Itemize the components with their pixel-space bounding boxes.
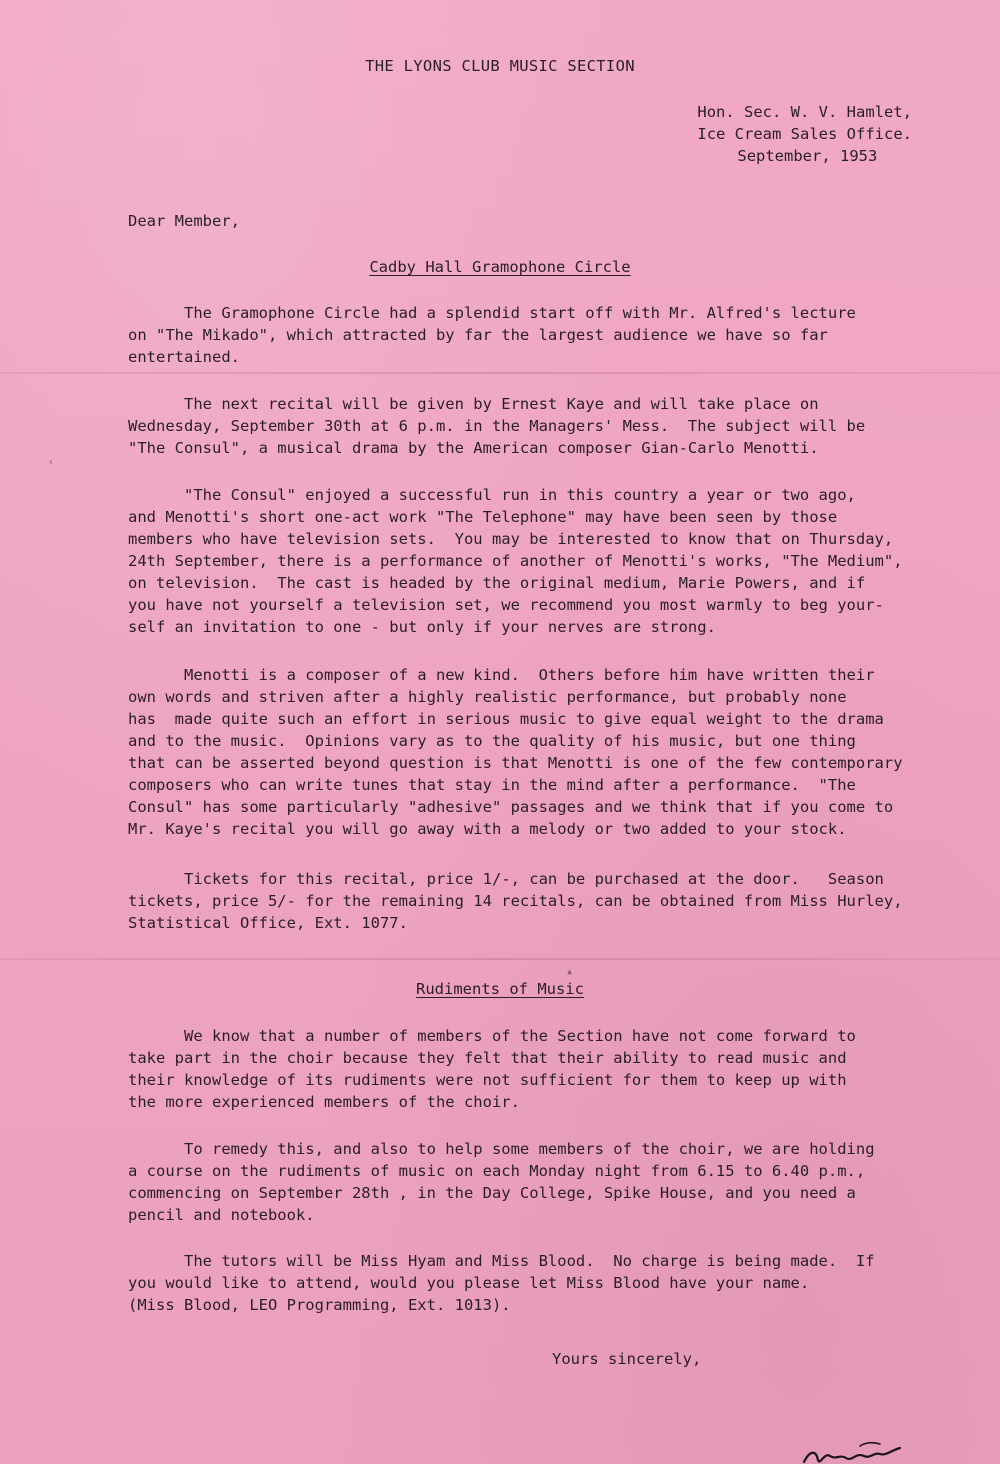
paper-fold [0,372,1000,374]
section-heading [0,978,1000,1000]
paragraph: Menotti is a composer of a new kind. Others before him have written their own words and striven after a highly realistic performance, but probably none has made quite such an effort in serious music to give equal weight to the drama and to the music. Opinions vary as to the quality of his music, but one thing that can be asserted beyond question is that Menotti is one of the few contemporary composers who can write tunes that stay in the mind after a performance. "The Consul" has some particularly "adhesive" passages and we think that if you come to Mr. Kaye's recital you will go away with a melody or two added to your stock. [128,666,903,838]
sender-block [697,101,912,167]
paragraph: "The Consul" enjoyed a successful run in this country a year or two ago, and Menotti's short one-act work "The Telephone" may have been seen by those members who have television sets. You may be interested to know that on Thursday, 24th September, there is a performance of another of Menotti's works, "The Medium", on television. The cast is headed by the original medium, Marie Powers, and if you have not yourself a television set, we recommend you most warmly to beg your- self an invitation to one - but only if your nerves are strong. [128,486,903,636]
letter-date: September, 1953 [737,147,878,165]
sender-name: Hon. Sec. W. V. Hamlet, [697,103,912,121]
rudiments-heading: Rudiments of Music [416,980,584,998]
ink-speck: ‹ [48,457,55,468]
signature-image [800,1432,920,1464]
sender-office: Ice Cream Sales Office. [697,125,912,143]
gramophone-circle-heading: Cadby Hall Gramophone Circle [369,258,631,276]
paper-fold [0,958,1000,960]
organization-title: THE LYONS CLUB MUSIC SECTION [365,57,635,75]
ink-speck: ▴ [566,964,574,978]
paragraph: To remedy this, and also to help some members of the choir, we are holding a course on the rudiments of music on each Monday night from 6.15 to 6.40 p.m., commencing on September 28th , in the Day College, Spike House, and you need a pencil and notebook. [128,1140,875,1224]
closing: Yours sincerely, [552,1350,702,1368]
paragraph: The tutors will be Miss Hyam and Miss Blood. No charge is being made. If you would like to attend, would you please let Miss Blood have your name. (Miss Blood, LEO Programming, Ext. 1013). [128,1252,875,1314]
paragraph: We know that a number of members of the Section have not come forward to take part in the choir because they felt that their ability to read music and their knowledge of its rudiments were not sufficient for them to keep up with the more experienced members of the choir. [128,1027,856,1111]
paragraph: Tickets for this recital, price 1/-, can be purchased at the door. Season tickets, price 5/- for the remaining 14 recitals, can be obtained from Miss Hurley, Statistical Office, Ext. 1077. [128,870,903,932]
paragraph: The Gramophone Circle had a splendid start off with Mr. Alfred's lecture on "The Mikado", which attracted by far the largest audience we have so far entertained. [128,304,856,366]
salutation: Dear Member, [128,212,240,230]
paragraph: The next recital will be given by Ernest Kaye and will take place on Wednesday, September 30th at 6 p.m. in the Managers' Mess. The subject will be "The Consul", a musical drama by the American composer Gian-Carlo Menotti. [128,395,866,457]
section-heading [0,256,1000,278]
